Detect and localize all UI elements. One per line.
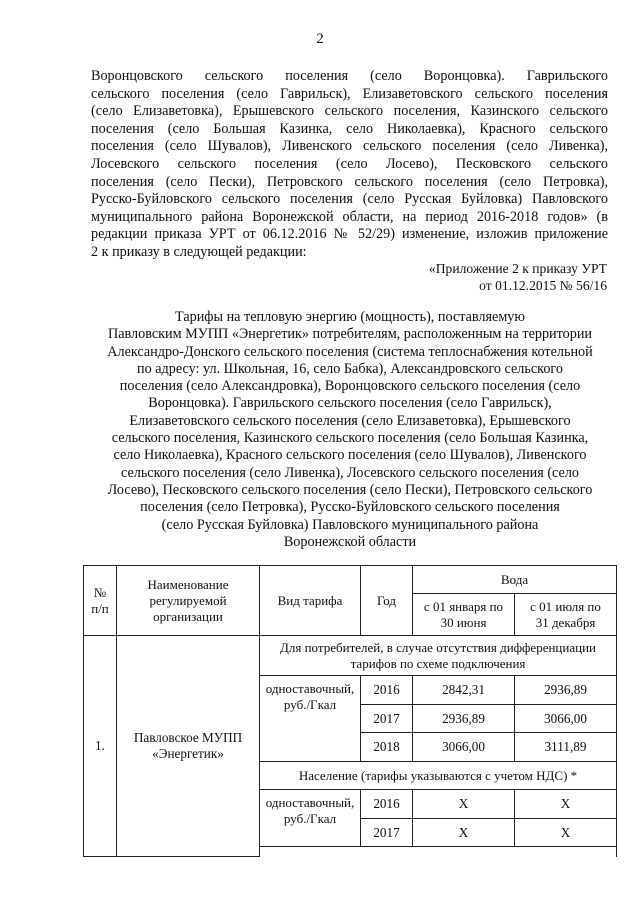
header-water: Вода <box>413 566 617 594</box>
organization-name-line: «Энергетик» <box>152 746 224 761</box>
appendix-reference <box>307 260 607 294</box>
value-period-2: 3111,89 <box>515 733 617 762</box>
intro-line: (село Елизаветовка), Ерышевского сельского поселения, Казинского сельского <box>91 103 608 120</box>
tariff-type-line: руб./Гкал <box>283 811 337 826</box>
year-cell: 2017 <box>361 819 413 847</box>
value-period-2: 3066,00 <box>515 705 617 733</box>
intro-line: сельского поселения (село Гаврильск), Елизаветовского сельского поселения <box>91 85 608 102</box>
value-period-2: X <box>515 819 617 847</box>
intro-line: Воронцовского сельского поселения (село Воронцовка). Гаврильского <box>91 68 608 84</box>
section-title-line: Для потребителей, в случае отсутствия дифференциации <box>280 639 596 655</box>
value-period-1: 2936,89 <box>413 705 515 733</box>
intro-paragraph <box>91 68 608 262</box>
value-period-2: 2936,89 <box>515 676 617 705</box>
header-org-line: Наименование <box>147 576 229 592</box>
title-line: сельского поселения, Казинского сельского поселения (село Большая Казинка, <box>111 430 589 447</box>
title-line: Воронцовка). Гаврильского сельского поселения (село Гаврильск), <box>148 395 552 412</box>
tariff-type-line: руб./Гкал <box>283 697 337 712</box>
section-consumers-title <box>260 636 617 676</box>
page-number: 2 <box>316 31 324 47</box>
header-period-line: 31 декабря <box>535 614 596 630</box>
header-year: Год <box>361 566 413 636</box>
tariff-type-cell <box>260 790 361 847</box>
value-period-1: X <box>413 790 515 819</box>
title-line: Александро-Донского сельского поселения (система теплоснабжения котельной <box>107 343 593 360</box>
value-period-2: X <box>515 790 617 819</box>
header-period-2 <box>515 594 617 636</box>
title-line: Лосево), Песковского сельского поселения (село Пески), Петровского сельского <box>107 481 593 498</box>
organization-name-line: Павловское МУПП <box>133 730 243 745</box>
value-period-1: X <box>413 819 515 847</box>
title-line: (село Русская Буйловка) Павловского муниципального района <box>161 516 539 533</box>
year-cell: 2016 <box>361 790 413 819</box>
year-cell: 2017 <box>361 705 413 733</box>
header-tariff-type: Вид тарифа <box>260 566 361 636</box>
intro-line: муниципального района Воронежской области, на период 2016-2018 годов» (в <box>91 208 608 225</box>
organization-name <box>117 636 260 857</box>
tariff-type-line: одноставочный, <box>265 795 355 810</box>
appendix-line: от 01.12.2015 № 56/16 <box>479 278 607 293</box>
title-line: Воронежской области <box>283 533 417 550</box>
appendix-line: «Приложение 2 к приказу УРТ <box>428 261 607 276</box>
intro-line: поселения (село Шувалов), Ливенского сельского поселения (село Ливенка), <box>91 138 608 155</box>
title-line: поселения (село Петровка), Русско-Буйловского сельского поселения <box>140 499 560 516</box>
tariff-type-cell <box>260 676 361 762</box>
header-org-line: регулируемой <box>149 592 227 608</box>
year-cell: 2016 <box>361 676 413 705</box>
intro-line: поселения (село Пески), Петровского сельского поселения (село Петровка), <box>91 173 608 190</box>
tariff-table <box>83 565 617 857</box>
intro-line: Лосевского сельского поселения (село Лосево), Песковского сельского <box>91 155 608 172</box>
header-period-line: с 01 июля по <box>530 598 601 614</box>
title-line: Павловским МУПП «Энергетик» потребителям, расположенным на территории <box>107 326 593 343</box>
value-period-1: 2842,31 <box>413 676 515 705</box>
intro-line: 2 к приказу в следующей редакции: <box>91 243 307 260</box>
title-line: Елизаветовского сельского поселения (село Елизаветовка), Ерышевского <box>129 412 571 429</box>
intro-line: поселения (село Большая Казинка, село Николаевка), Красного сельского <box>91 120 608 137</box>
title-line: село Николаевка), Красного сельского поселения (село Шувалов), Ливенского <box>113 447 587 464</box>
row-number: 1. <box>84 636 117 857</box>
header-number <box>84 566 117 636</box>
intro-line: редакции приказа УРТ от 06.12.2016 № 52/29) изменение, изложив приложение <box>91 226 608 243</box>
header-organization <box>117 566 260 636</box>
header-period-line: с 01 января по <box>423 598 504 614</box>
intro-line: Русско-Буйловского сельского поселения (село Русская Буйловка) Павловского <box>91 191 608 208</box>
header-period-1 <box>413 594 515 636</box>
header-number-line: № <box>93 584 107 600</box>
header-org-line: организации <box>153 608 223 624</box>
table-continuation <box>260 847 617 857</box>
title-line: Тарифы на тепловую энергию (мощность), поставляемую <box>175 309 525 325</box>
title-line: поселения (село Александровка), Воронцовского сельского поселения (село <box>119 378 581 395</box>
title-line: по адресу: ул. Школьная, 16, село Бабка), Александровского сельского <box>137 360 563 377</box>
year-cell: 2018 <box>361 733 413 762</box>
value-period-1: 3066,00 <box>413 733 515 762</box>
document-title <box>80 309 620 551</box>
section-population-title: Население (тарифы указываются с учетом НДС) * <box>260 762 617 790</box>
tariff-type-line: одноставочный, <box>265 681 355 696</box>
header-number-line: п/п <box>91 600 109 616</box>
section-title-line: тарифов по схеме подключения <box>350 655 526 671</box>
header-period-line: 30 июня <box>440 614 487 630</box>
title-line: сельского поселения (село Ливенка), Лосевского сельского поселения (село <box>120 464 580 481</box>
